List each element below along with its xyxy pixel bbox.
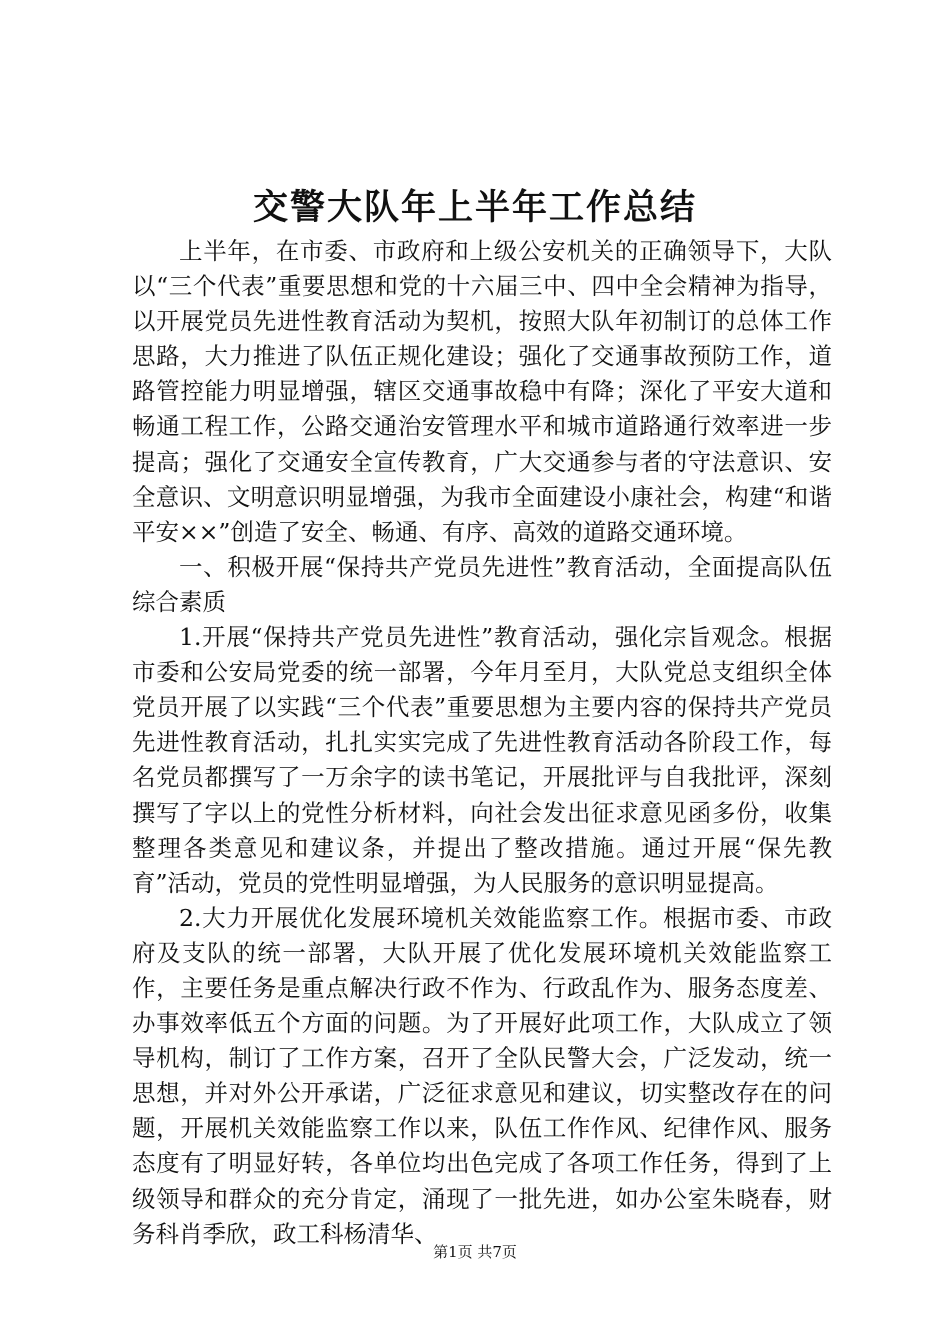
- paragraph-item-2: 2.大力开展优化发展环境机关效能监察工作。根据市委、市政府及支队的统一部署，大队开展了优化发展环境机关效能监察工作，主要任务是重点解决行政不作为、行政乱作为、服务态度差、办事效率低五个方面的问题。为了开展好此项工作，大队成立了领导机构，制订了工作方案，召开了全队民警大会，广泛发动，统一思想，并对外公开承诺，广泛征求意见和建议，切实整改存在的问题，开展机关效能监察工作以来，队伍工作作风、纪律作风、服务态度有了明显好转，各单位均出色完成了各项工作任务，得到了上级领导和群众的充分肯定，涌现了一批先进，如办公室朱晓春，财务科肖季欣，政工科杨清华、: [132, 903, 832, 1248]
- section-heading-1: 一、积极开展“保持共产党员先进性”教育活动，全面提高队伍综合素质: [132, 552, 832, 616]
- document-title: 交警大队年上半年工作总结: [252, 187, 697, 228]
- paragraph-item-1: 1.开展“保持共产党员先进性”教育活动，强化宗旨观念。根据市委和公安局党委的统一部署，今年月至月，大队党总支组织全体党员开展了以实践“三个代表”重要思想为主要内容的保持共产党员先进性教育活动，扎扎实实完成了先进性教育活动各阶段工作，每名党员都撰写了一万余字的读书笔记，开展批评与自我批评，深刻撰写了字以上的党性分析材料，向社会发出征求意见函多份，收集整理各类意见和建议条，并提出了整改措施。通过开展“保先教育”活动，党员的党性明显增强，为人民服务的意识明显提高。: [132, 623, 832, 897]
- document-body: [132, 234, 832, 1252]
- paragraph-intro: 上半年，在市委、市政府和上级公安机关的正确领导下，大队以“三个代表”重要思想和党的十六届三中、四中全会精神为指导，以开展党员先进性教育活动为契机，按照大队年初制订的总体工作思路，大力推进了队伍正规化建设；强化了交通事故预防工作，道路管控能力明显增强，辖区交通事故稳中有降；深化了平安大道和畅通工程工作，公路交通治安管理水平和城市道路通行效率进一步提高；强化了交通安全宣传教育，广大交通参与者的守法意识、安全意识、文明意识明显增强，为我市全面建设小康社会，构建“和谐平安××”创造了安全、畅通、有序、高效的道路交通环境。: [132, 237, 832, 546]
- page-number-footer: 第1页 共7页: [433, 1243, 517, 1261]
